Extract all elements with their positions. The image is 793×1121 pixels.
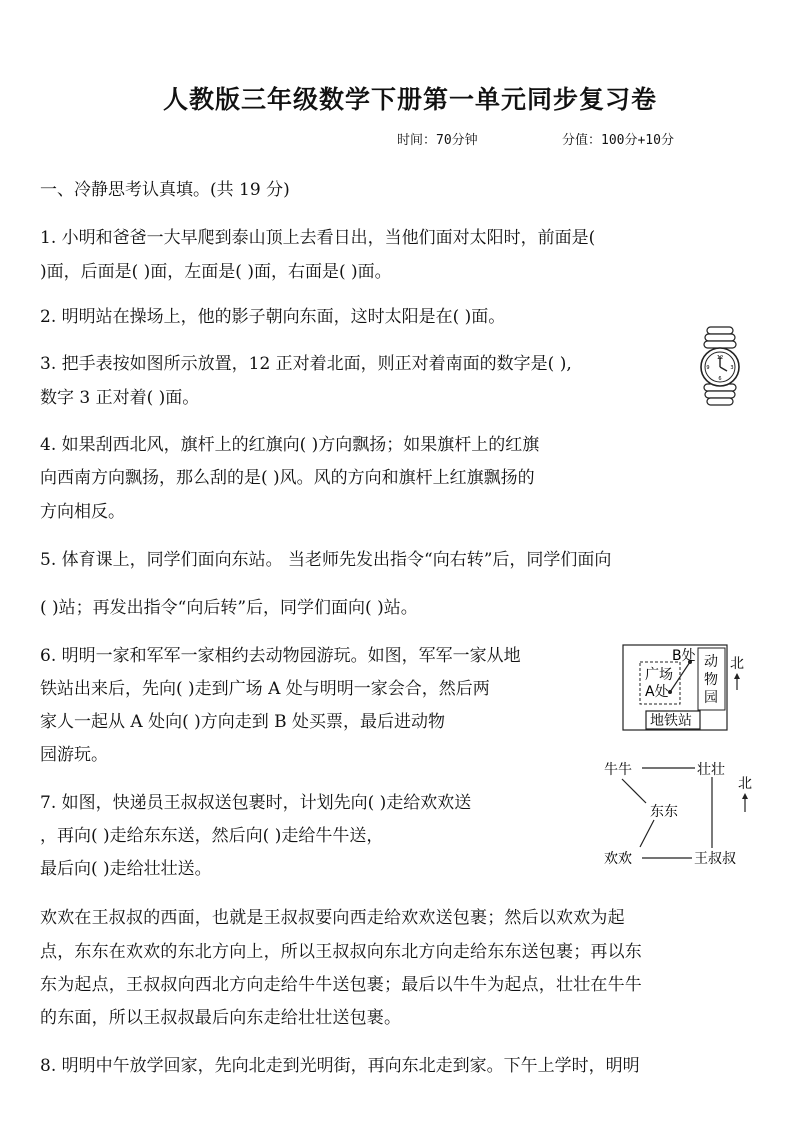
answer-line-4: 的东面，所以王叔叔最后向东走给壮壮送包裹。 bbox=[40, 1008, 402, 1028]
delivery-map-niuniu: 牛牛 bbox=[604, 762, 632, 778]
zoo-map-zoo-char-3: 园 bbox=[704, 690, 718, 706]
delivery-map-dongdong: 东东 bbox=[650, 804, 678, 820]
delivery-map-north-label: 北 bbox=[738, 776, 752, 792]
delivery-map-figure bbox=[600, 755, 780, 870]
question-1-line-1: 1. 小明和爸爸一大早爬到泰山顶上去看日出，当他们面对太阳时，前面是( bbox=[40, 228, 596, 248]
question-2: 2. 明明站在操场上，他的影子朝向东面，这时太阳是在( )面。 bbox=[40, 307, 506, 327]
question-7-line-1: 7. 如图，快递员王叔叔送包裹时，计划先向( )走给欢欢送 bbox=[40, 793, 472, 813]
question-5-line-1: 5. 体育课上，同学们面向东站。 当老师先发出指令“向右转”后，同学们面向 bbox=[40, 550, 612, 570]
section-heading: 一、冷静思考认真填。(共 19 分) bbox=[40, 180, 290, 200]
question-3-line-1: 3. 把手表按如图所示放置，12 正对着北面，则正对着南面的数字是( ), bbox=[40, 354, 572, 374]
total-score: 分值：100分+10分 bbox=[562, 133, 674, 148]
answer-line-1: 欢欢在王叔叔的西面，也就是王叔叔要向西走给欢欢送包裹；然后以欢欢为起 bbox=[40, 908, 625, 928]
question-7-line-3: 最后向( )走给壮壮送。 bbox=[40, 859, 212, 879]
question-3-line-2: 数字 3 正对着( )面。 bbox=[40, 388, 200, 408]
zoo-map-zoo-char-1: 动 bbox=[704, 654, 718, 670]
zoo-map-b-label: B处 bbox=[672, 648, 696, 664]
zoo-map-zoo-char-2: 物 bbox=[704, 672, 718, 688]
zoo-map-north-label: 北 bbox=[730, 656, 744, 672]
question-8-line-1: 8. 明明中午放学回家，先向北走到光明街，再向东北走到家。下午上学时，明明 bbox=[40, 1056, 640, 1076]
question-6-line-3: 家人一起从 A 处向( )方向走到 B 处买票，最后进动物 bbox=[40, 712, 446, 732]
question-4-line-2: 向西南方向飘扬，那么刮的是( )风。风的方向和旗杆上红旗飘扬的 bbox=[40, 468, 535, 488]
zoo-map-a-label: A处 bbox=[645, 684, 669, 700]
question-7-line-2: ，再向( )走给东东送，然后向( )走给牛牛送， bbox=[40, 826, 384, 846]
question-6-line-1: 6. 明明一家和军军一家相约去动物园游玩。如图，军军一家从地 bbox=[40, 646, 521, 666]
delivery-map-huanhuan: 欢欢 bbox=[604, 851, 632, 867]
question-5-line-2: ( )站；再发出指令“向后转”后，同学们面向( )站。 bbox=[40, 598, 418, 618]
page-title: 人教版三年级数学下册第一单元同步复习卷 bbox=[163, 85, 658, 114]
time-limit: 时间：70分钟 bbox=[397, 133, 478, 148]
watch-figure bbox=[697, 325, 743, 413]
zoo-map-square-label: 广场 bbox=[645, 667, 673, 683]
zoo-map-figure bbox=[620, 640, 770, 735]
question-4-line-1: 4. 如果刮西北风，旗杆上的红旗向( )方向飘扬；如果旗杆上的红旗 bbox=[40, 435, 540, 455]
question-1-line-2: )面，后面是( )面，左面是( )面，右面是( )面。 bbox=[40, 262, 392, 282]
answer-line-2: 点，东东在欢欢的东北方向上，所以王叔叔向东北方向走给东东送包裹；再以东 bbox=[40, 942, 642, 962]
watch-number-12: 12 bbox=[716, 355, 724, 361]
question-6-line-2: 铁站出来后，先向( )走到广场 A 处与明明一家会合，然后两 bbox=[40, 679, 490, 699]
watch-number-6: 6 bbox=[718, 376, 722, 382]
delivery-map-zhuangzhuang: 壮壮 bbox=[697, 762, 725, 778]
answer-line-3: 东为起点，王叔叔向西北方向走给牛牛送包裹；最后以牛牛为起点，壮壮在牛牛 bbox=[40, 975, 642, 995]
question-4-line-3: 方向相反。 bbox=[40, 502, 125, 522]
watch-number-9: 9 bbox=[706, 365, 710, 371]
question-6-line-4: 园游玩。 bbox=[40, 745, 108, 765]
watch-number-3: 3 bbox=[730, 365, 734, 371]
zoo-map-subway-label: 地铁站 bbox=[650, 713, 692, 729]
delivery-map-wang: 王叔叔 bbox=[694, 851, 736, 867]
